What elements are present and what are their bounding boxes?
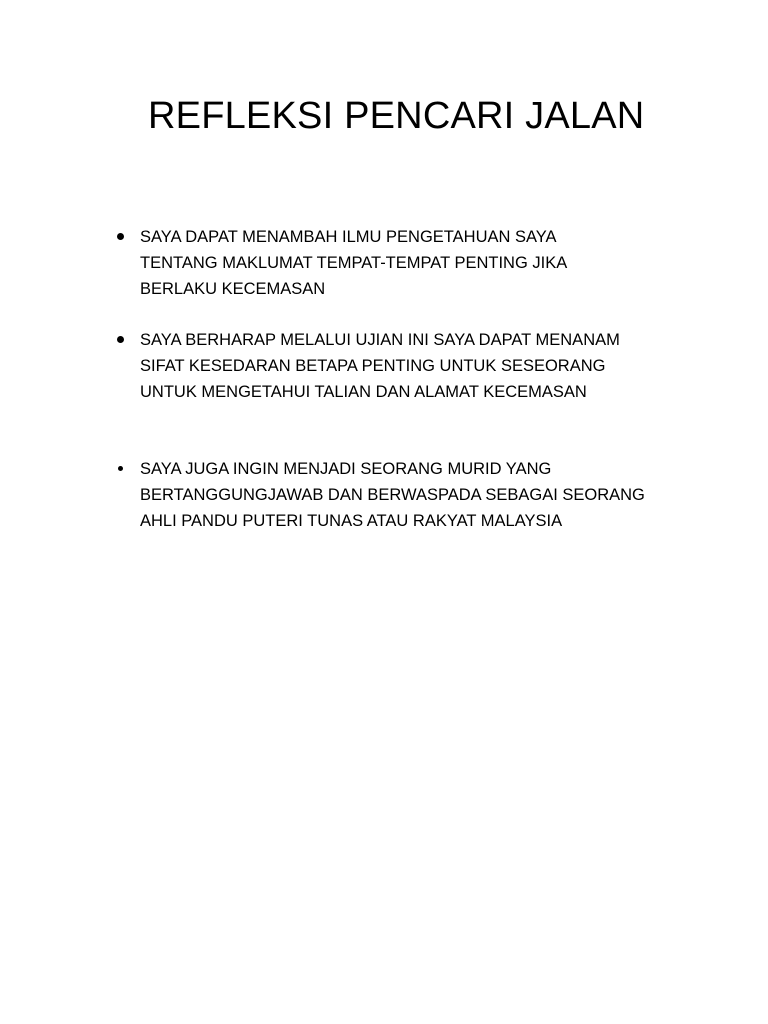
text-line: BERTANGGUNGJAWAB DAN BERWASPADA SEBAGAI SEORANG [140,486,645,504]
list-item-text [140,327,740,405]
text-line: SAYA JUGA INGIN MENJADI SEORANG MURID YANG [140,460,552,478]
list-item-text [140,224,740,302]
text-line: BERLAKU KECEMASAN [140,280,326,298]
text-line: TENTANG MAKLUMAT TEMPAT-TEMPAT PENTING JIKA [140,254,568,272]
text-line: AHLI PANDU PUTERI TUNAS ATAU RAKYAT MALAYSIA [140,512,563,530]
text-line: SAYA DAPAT MENAMBAH ILMU PENGETAHUAN SAYA [140,228,557,246]
text-line: UNTUK MENGETAHUI TALIAN DAN ALAMAT KECEMASAN [140,383,587,401]
text-line: SIFAT KESEDARAN BETAPA PENTING UNTUK SESEORANG [140,357,606,375]
bullet-dot-icon [117,233,124,240]
list-item-text [140,456,740,534]
bullet-dot-icon [117,336,124,343]
page-title: REFLEKSI PENCARI JALAN [148,95,645,137]
bullet-dot-icon [118,466,123,471]
text-line: SAYA BERHARAP MELALUI UJIAN INI SAYA DAPAT MENANAM [140,331,620,349]
